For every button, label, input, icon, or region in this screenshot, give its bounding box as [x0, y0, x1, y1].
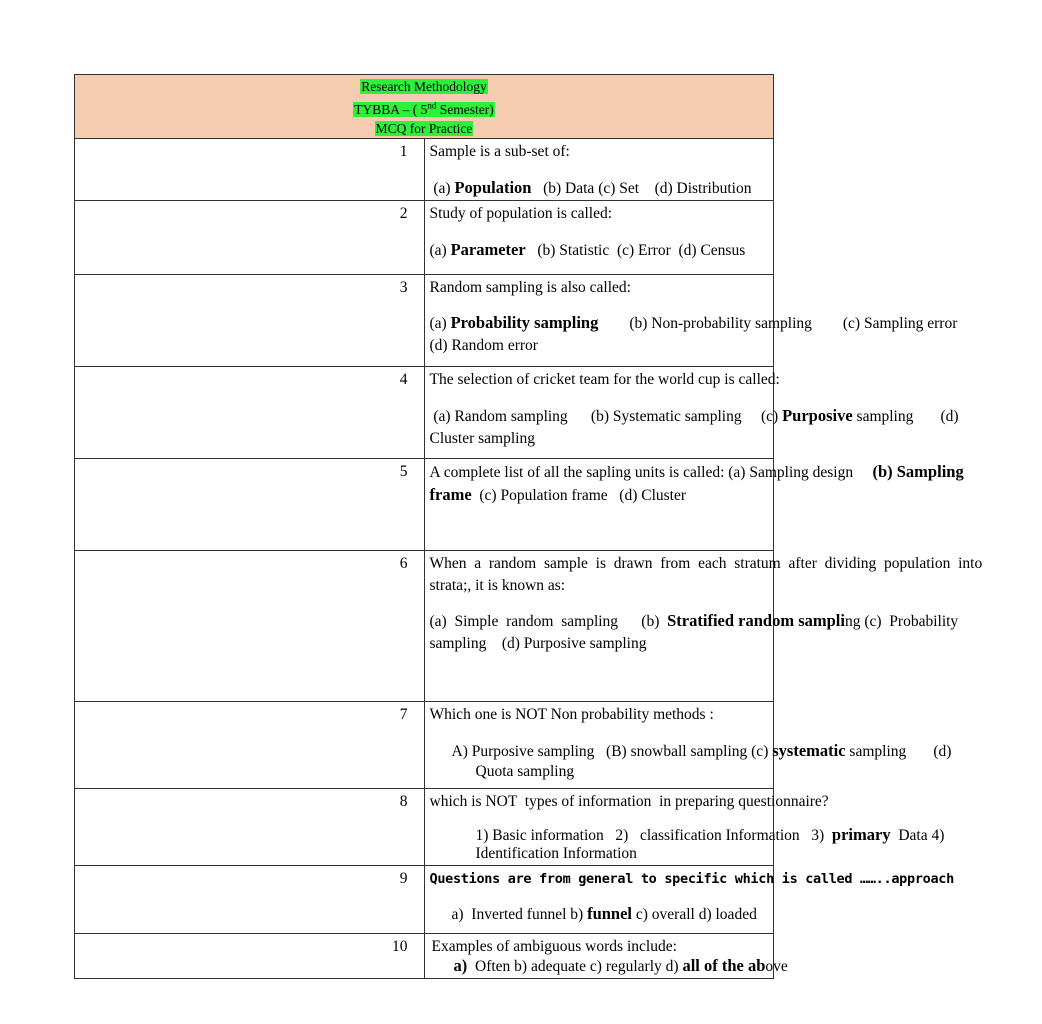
question-options-line2: sampling (d) Purposive sampling — [429, 634, 647, 652]
question-options — [430, 239, 774, 262]
question-number: 9 — [75, 865, 425, 933]
question-number: 3 — [75, 274, 425, 366]
question-stem: Examples of ambiguous words include: — [431, 937, 677, 955]
question-cell — [424, 274, 958, 366]
question-stem-line — [429, 461, 964, 484]
question-options — [430, 740, 952, 763]
question-options — [429, 405, 959, 428]
question-options — [429, 312, 958, 335]
correct-answer: primary — [831, 824, 891, 844]
question-options — [430, 177, 774, 200]
options-before-answer: a) Inverted funnel b) — [451, 905, 588, 923]
question-cell — [424, 458, 964, 550]
other-options: sampling (d) — [852, 407, 959, 425]
question-stem: Study of population is called: — [429, 204, 613, 222]
table-row — [75, 274, 774, 366]
correct-answer: systematic — [772, 740, 846, 760]
question-number: 1 — [75, 138, 425, 200]
question-stem: which is NOT types of information in preparing questionnaire? — [429, 792, 829, 810]
table-row — [75, 933, 774, 978]
option-a-label: (a) — [429, 241, 451, 259]
question-stem: Questions are from general to specific which is called ……..approach — [429, 870, 954, 887]
question-number: 8 — [75, 788, 425, 865]
question-options — [430, 903, 774, 926]
options-before-answer: Often b) adequate c) regularly d) — [467, 957, 683, 975]
question-options-line2: Quota sampling — [475, 762, 575, 780]
table-header-cell — [75, 75, 774, 139]
header-course — [353, 102, 495, 117]
other-options: (c) Population frame (d) Cluster — [471, 486, 686, 504]
header-course-sup: nd — [427, 100, 437, 110]
correct-answer: Probability sampling — [450, 312, 599, 332]
question-stem-line2: strata;, it is known as: — [429, 576, 566, 594]
question-stem: Sample is a sub-set of: — [429, 142, 570, 160]
other-options: Data 4) — [890, 826, 945, 844]
table-row — [75, 458, 774, 550]
correct-answer-cont: frame — [429, 484, 472, 504]
other-options: ng (c) Probability — [844, 612, 959, 630]
other-options: (b) Data (c) Set (d) Distribution — [531, 179, 752, 197]
other-options: (b) Non-probability sampling (c) Sampling error — [598, 314, 958, 332]
mcq-table — [74, 74, 983, 979]
option-a-label: (a) — [433, 179, 455, 197]
header-course-pre: TYBBA – ( 5 — [354, 101, 428, 117]
question-cell — [424, 788, 945, 865]
question-cell — [424, 550, 983, 701]
option-a-label: a) — [453, 955, 468, 975]
correct-answer: (b) Sampling — [872, 461, 964, 481]
question-stem: When a random sample is drawn from each stratum after dividing population into — [429, 554, 983, 572]
correct-answer: Purposive — [782, 405, 853, 425]
header-course-post: Semester) — [436, 101, 494, 117]
correct-answer: all of the ab — [682, 955, 766, 975]
question-number: 2 — [75, 200, 425, 274]
table-header-row — [75, 75, 774, 139]
question-number: 5 — [75, 458, 425, 550]
question-number: 6 — [75, 550, 425, 701]
question-number: 10 — [75, 933, 425, 978]
question-cell — [424, 701, 952, 788]
table-row — [75, 550, 774, 701]
table-row — [75, 200, 774, 274]
other-options: (b) Statistic (c) Error (d) Census — [525, 241, 746, 259]
table-row — [75, 865, 774, 933]
header-subject: Research Methodology — [361, 79, 487, 94]
question-cell — [424, 200, 774, 274]
other-options: c) overall d) loaded — [632, 905, 757, 923]
question-options — [432, 955, 788, 978]
question-options-line2: Identification Information — [475, 844, 637, 862]
question-cell — [424, 933, 788, 978]
table-row — [75, 366, 774, 458]
options-before-answer: A) Purposive sampling (B) snowball sampling (c) — [451, 742, 773, 760]
table-row — [75, 701, 774, 788]
question-number: 4 — [75, 366, 425, 458]
question-stem: Random sampling is also called: — [429, 278, 631, 296]
table-row — [75, 138, 774, 200]
question-stem: The selection of cricket team for the world cup is called: — [429, 370, 780, 388]
question-options-line2: Cluster sampling — [429, 429, 535, 447]
other-options: sampling (d) — [845, 742, 952, 760]
question-stem: Which one is NOT Non probability methods : — [429, 705, 714, 723]
question-stem: A complete list of all the sapling units is called: (a) Sampling design — [429, 463, 873, 481]
correct-answer: funnel — [587, 903, 633, 923]
table-row — [75, 788, 774, 865]
header-title: MCQ for Practice — [375, 120, 473, 136]
options-before-answer: (a) Simple random sampling (b) — [429, 612, 668, 630]
question-cell — [424, 138, 774, 200]
option-a-label: (a) — [429, 314, 451, 332]
options-before-answer: 1) Basic information 2) classification Information 3) — [475, 826, 832, 844]
correct-answer: Stratified random sampli — [667, 610, 845, 630]
question-options — [429, 610, 959, 633]
question-number: 7 — [75, 701, 425, 788]
question-options — [430, 484, 774, 507]
question-cell — [424, 865, 954, 933]
other-options: ove — [765, 957, 788, 975]
question-cell — [424, 366, 959, 458]
correct-answer: Parameter — [450, 239, 526, 259]
question-options-line2: (d) Random error — [429, 336, 538, 354]
options-before-answer: (a) Random sampling (b) Systematic sampling (c) — [429, 407, 783, 425]
correct-answer: Population — [454, 177, 532, 197]
